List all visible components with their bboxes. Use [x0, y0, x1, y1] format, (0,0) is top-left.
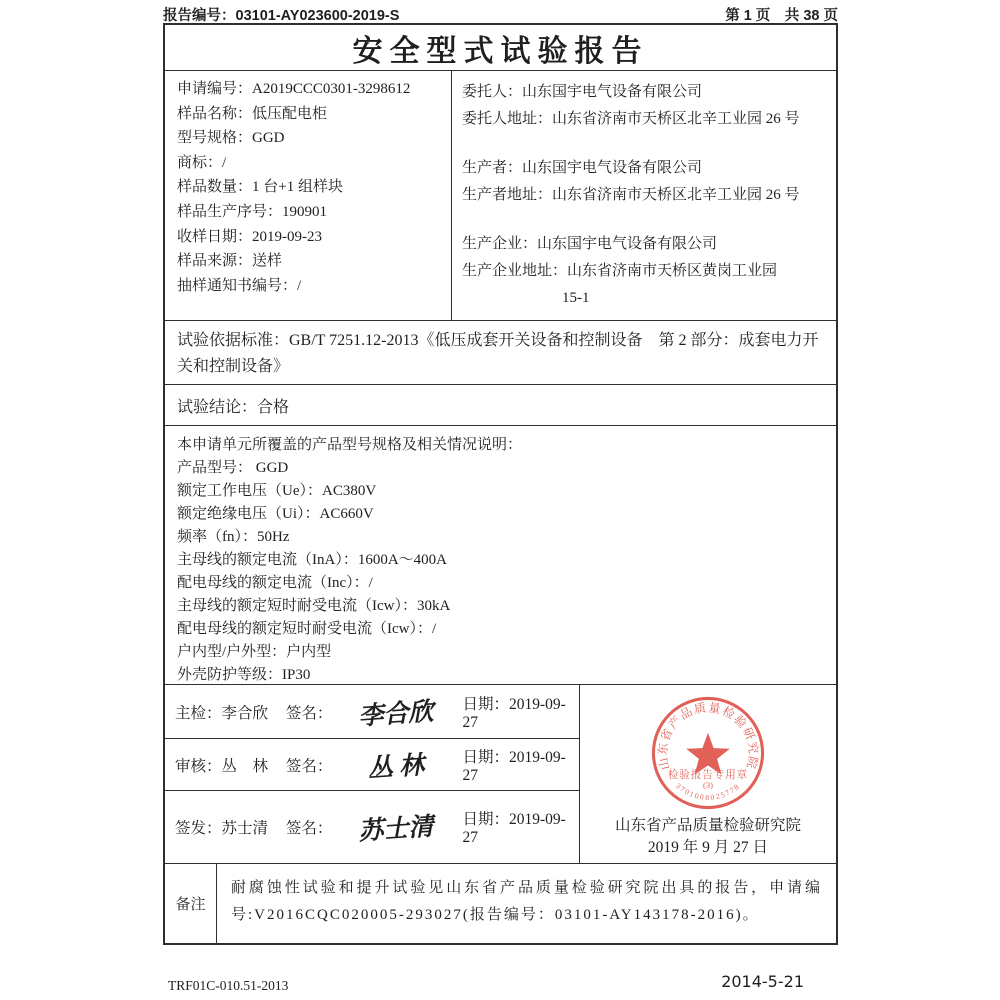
product-details — [165, 425, 836, 684]
reviewer-row — [165, 738, 579, 790]
manufacturer-address: 生产企业地址：山东省济南市天桥区黄岗工业园 — [462, 263, 778, 279]
issuing-organization: 山东省产品质量检验研究院 — [614, 817, 801, 834]
model-spec: 型号规格：GGD — [177, 130, 285, 147]
remark-text: 耐腐蚀性试验和提升试验见山东省产品质量检验研究院出具的报告，申请编号:V2016CQC020005-293027(报告编号：03101-AY143178-2016)。 — [231, 880, 822, 923]
issuer-row — [165, 790, 579, 863]
client: 委托人：山东国宇电气设备有限公司 — [462, 84, 703, 100]
application-number: 申请编号：A2019CCC0301-3298612 — [177, 81, 411, 97]
rated-working-voltage: 额定工作电压（Ue）：AC380V — [177, 483, 377, 499]
report-table — [163, 23, 838, 945]
remark-label: 备注 — [165, 864, 217, 943]
main-busbar-rated-current: 主母线的额定电流（InA）：1600A～400A — [177, 552, 447, 568]
sample-name: 样品名称：低压配电柜 — [177, 105, 328, 122]
receive-date: 收样日期：2019-09-23 — [177, 228, 322, 245]
main-busbar-withstand-current: 主母线的额定短时耐受电流（Icw）：30kA — [177, 598, 451, 614]
official-seal-icon — [641, 686, 775, 820]
reviewer-name: 审核：丛 林 — [175, 757, 269, 775]
remark-section — [165, 863, 836, 943]
sampling-notice-number: 抽样通知书编号：/ — [177, 277, 302, 294]
producer: 生产者：山东国宇电气设备有限公司 — [462, 160, 703, 176]
page-header — [163, 4, 838, 25]
signature-label: 签名： — [285, 704, 333, 722]
footer-form-number: TRF01C-010.51-2013 — [168, 978, 289, 993]
manufacturer: 生产企业：山东国宇电气设备有限公司 — [462, 236, 718, 252]
info-section — [165, 70, 836, 320]
producer-address: 生产者地址：山东省济南市天桥区北辛工业园 26 号 — [462, 187, 800, 203]
seal-number: 3701008025778 — [673, 781, 743, 802]
chief-inspector-signature: 李合欣 — [357, 697, 435, 731]
sample-info-cell — [165, 71, 452, 320]
issue-date: 2019 年 9 月 27 日 — [647, 839, 769, 856]
issuer-signature: 苏士清 — [357, 813, 435, 846]
issuer-name: 签发：苏士清 — [175, 820, 269, 837]
trademark: 商标：/ — [177, 154, 227, 171]
signature-rows — [165, 685, 580, 863]
rated-insulation-voltage: 额定绝缘电压（Ui）：AC660V — [177, 506, 374, 522]
ip-rating: 外壳防护等级：IP30 — [177, 667, 311, 683]
seal-index: (3) — [702, 779, 714, 790]
chief-inspector-name: 主检：李合欣 — [175, 704, 269, 722]
signature-label: 签名： — [285, 820, 333, 837]
client-address: 委托人地址：山东省济南市天桥区北辛工业园 26 号 — [462, 111, 800, 127]
manufacturer-address-cont: 15-1 — [562, 290, 590, 306]
reviewer-signature: 丛 林 — [366, 751, 425, 783]
sample-source: 样品来源：送样 — [177, 253, 283, 270]
signature-label: 签名： — [285, 757, 333, 775]
product-model: 产品型号： GGD — [177, 460, 289, 476]
seal-cell — [580, 685, 836, 863]
issuer-date: 日期：2019-09-27 — [462, 811, 566, 846]
sample-serial: 样品生产序号：190901 — [177, 203, 328, 220]
distribution-busbar-withstand-current: 配电母线的额定短时耐受电流（Icw）：/ — [177, 621, 437, 637]
details-heading: 本申请单元所覆盖的产品型号规格及相关情况说明： — [177, 437, 523, 453]
reviewer-date: 日期：2019-09-27 — [462, 748, 566, 784]
chief-inspector-date: 日期：2019-09-27 — [462, 695, 566, 731]
sample-quantity: 样品数量：1 台+1 组样块 — [177, 179, 343, 196]
frequency: 频率（fn）：50Hz — [177, 529, 290, 545]
seal-banner-text: 检验报告专用章 — [667, 769, 749, 781]
signature-section — [165, 684, 836, 863]
report-number: 报告编号：03101-AY023600-2019-S — [163, 8, 400, 24]
distribution-busbar-rated-current: 配电母线的额定电流（Inc）：/ — [177, 575, 373, 591]
footer-date: 2014-5-21 — [721, 972, 804, 991]
page-count: 第 1 页 共 38 页 — [725, 8, 838, 24]
indoor-outdoor-type: 户内型/户外型：户内型 — [177, 644, 332, 660]
seal-ring-text: 山东省产品质量检验研究院 — [655, 700, 761, 772]
test-conclusion: 试验结论：合格 — [165, 384, 836, 425]
client-info-cell — [452, 71, 836, 320]
report-title: 安全型式试验报告 — [352, 34, 649, 68]
chief-inspector-row — [165, 685, 579, 738]
seal-star-icon — [686, 733, 730, 775]
test-standard: 试验依据标准：GB/T 7251.12-2013《低压成套开关设备和控制设备 第 2 部分：成套电力开关和控制设备》 — [165, 320, 836, 384]
